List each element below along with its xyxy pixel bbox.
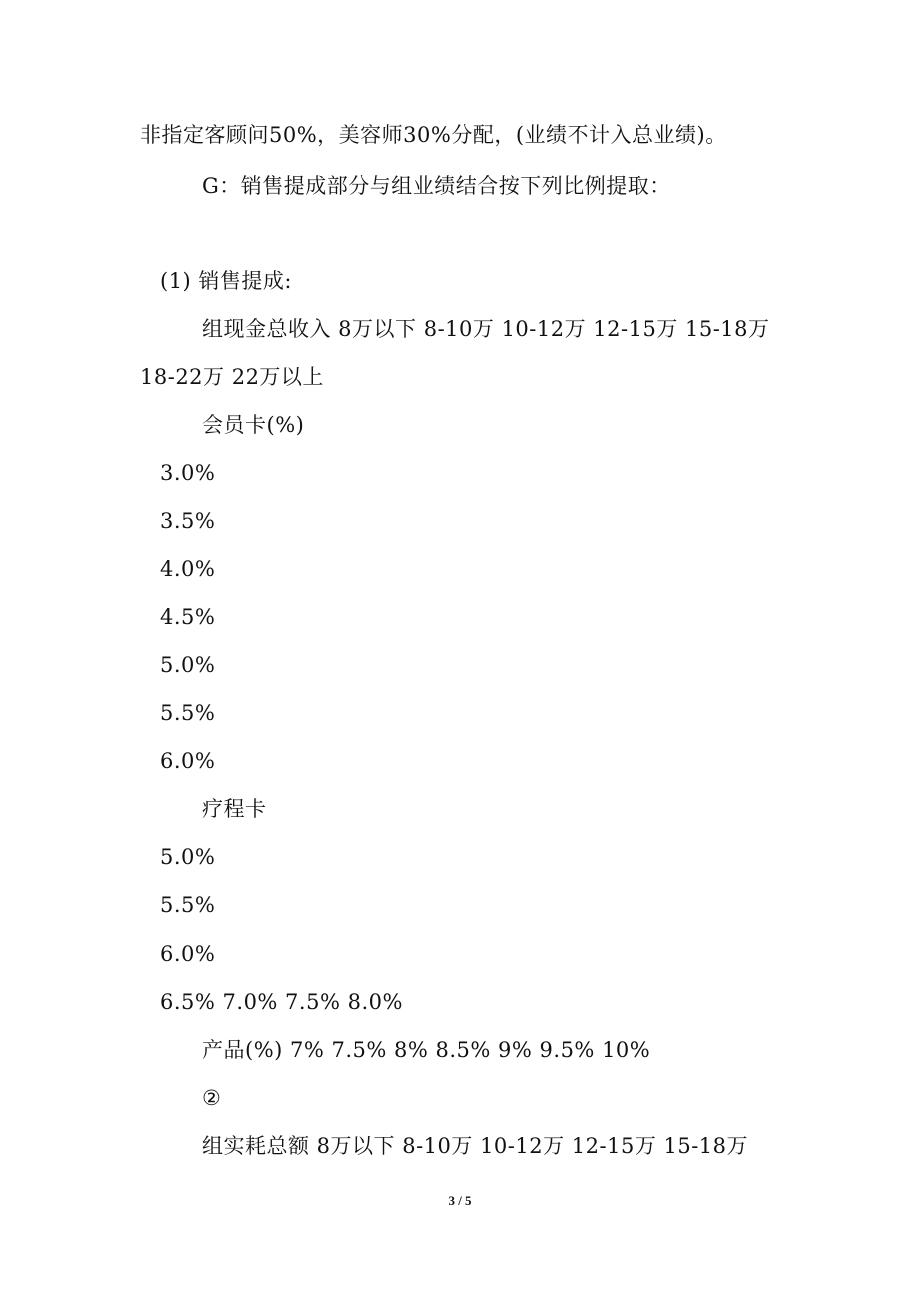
treatment-rate: 5.5% xyxy=(160,893,216,917)
membership-rate: 3.0% xyxy=(160,461,216,485)
cash-income-tiers: 组现金总收入 8万以下 8-10万 10-12万 12-15万 15-18万 xyxy=(202,317,770,341)
membership-rate: 4.5% xyxy=(160,605,216,629)
subsection-sales-commission: (1) 销售提成: xyxy=(160,269,292,293)
treatment-rates-row: 6.5% 7.0% 7.5% 8.0% xyxy=(160,990,403,1014)
treatment-rate: 6.0% xyxy=(160,942,216,966)
product-rates-row: 产品(%) 7% 7.5% 8% 8.5% 9% 9.5% 10% xyxy=(202,1038,651,1062)
membership-rate: 5.0% xyxy=(160,653,216,677)
page-number: 3 / 5 xyxy=(448,1193,472,1208)
treatment-card-label: 疗程卡 xyxy=(202,797,267,821)
membership-rate: 5.5% xyxy=(160,701,216,725)
paragraph-allocation: 非指定客顾问50%，美容师30%分配，(业绩不计入总业绩)。 xyxy=(140,123,727,147)
membership-rate: 3.5% xyxy=(160,509,216,533)
membership-rate: 4.0% xyxy=(160,557,216,581)
section-g-heading: G：销售提成部分与组业绩结合按下列比例提取： xyxy=(202,174,671,198)
membership-card-label: 会员卡(%) xyxy=(202,413,305,437)
consumption-total-tiers: 组实耗总额 8万以下 8-10万 10-12万 12-15万 15-18万 xyxy=(202,1134,749,1158)
treatment-rate: 5.0% xyxy=(160,845,216,869)
membership-rate: 6.0% xyxy=(160,749,216,773)
cash-income-tiers-continued: 18-22万 22万以上 xyxy=(140,365,324,389)
circled-number-two: ② xyxy=(202,1086,222,1110)
